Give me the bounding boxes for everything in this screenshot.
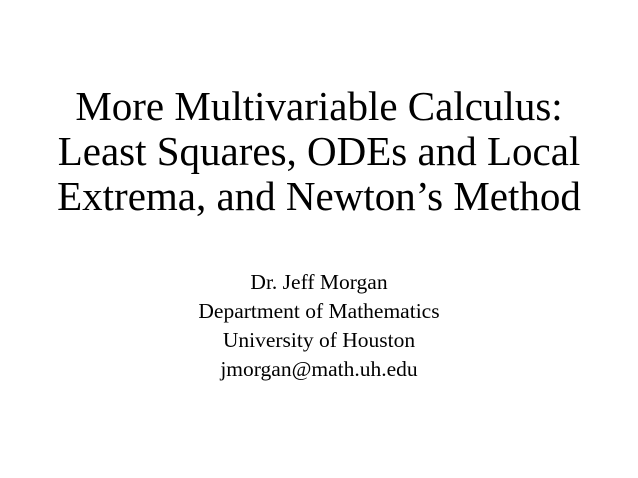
title-line-3: Extrema, and Newton’s Method	[57, 173, 581, 219]
title-line-2: Least Squares, ODEs and Local	[57, 128, 581, 174]
author-block	[0, 268, 638, 384]
slide-title	[0, 84, 638, 219]
department-name: Department of Mathematics	[198, 299, 440, 323]
university-name: University of Houston	[222, 328, 416, 352]
author-name: Dr. Jeff Morgan	[250, 270, 388, 294]
author-email: jmorgan@math.uh.edu	[220, 357, 418, 381]
title-line-1: More Multivariable Calculus:	[75, 83, 563, 129]
